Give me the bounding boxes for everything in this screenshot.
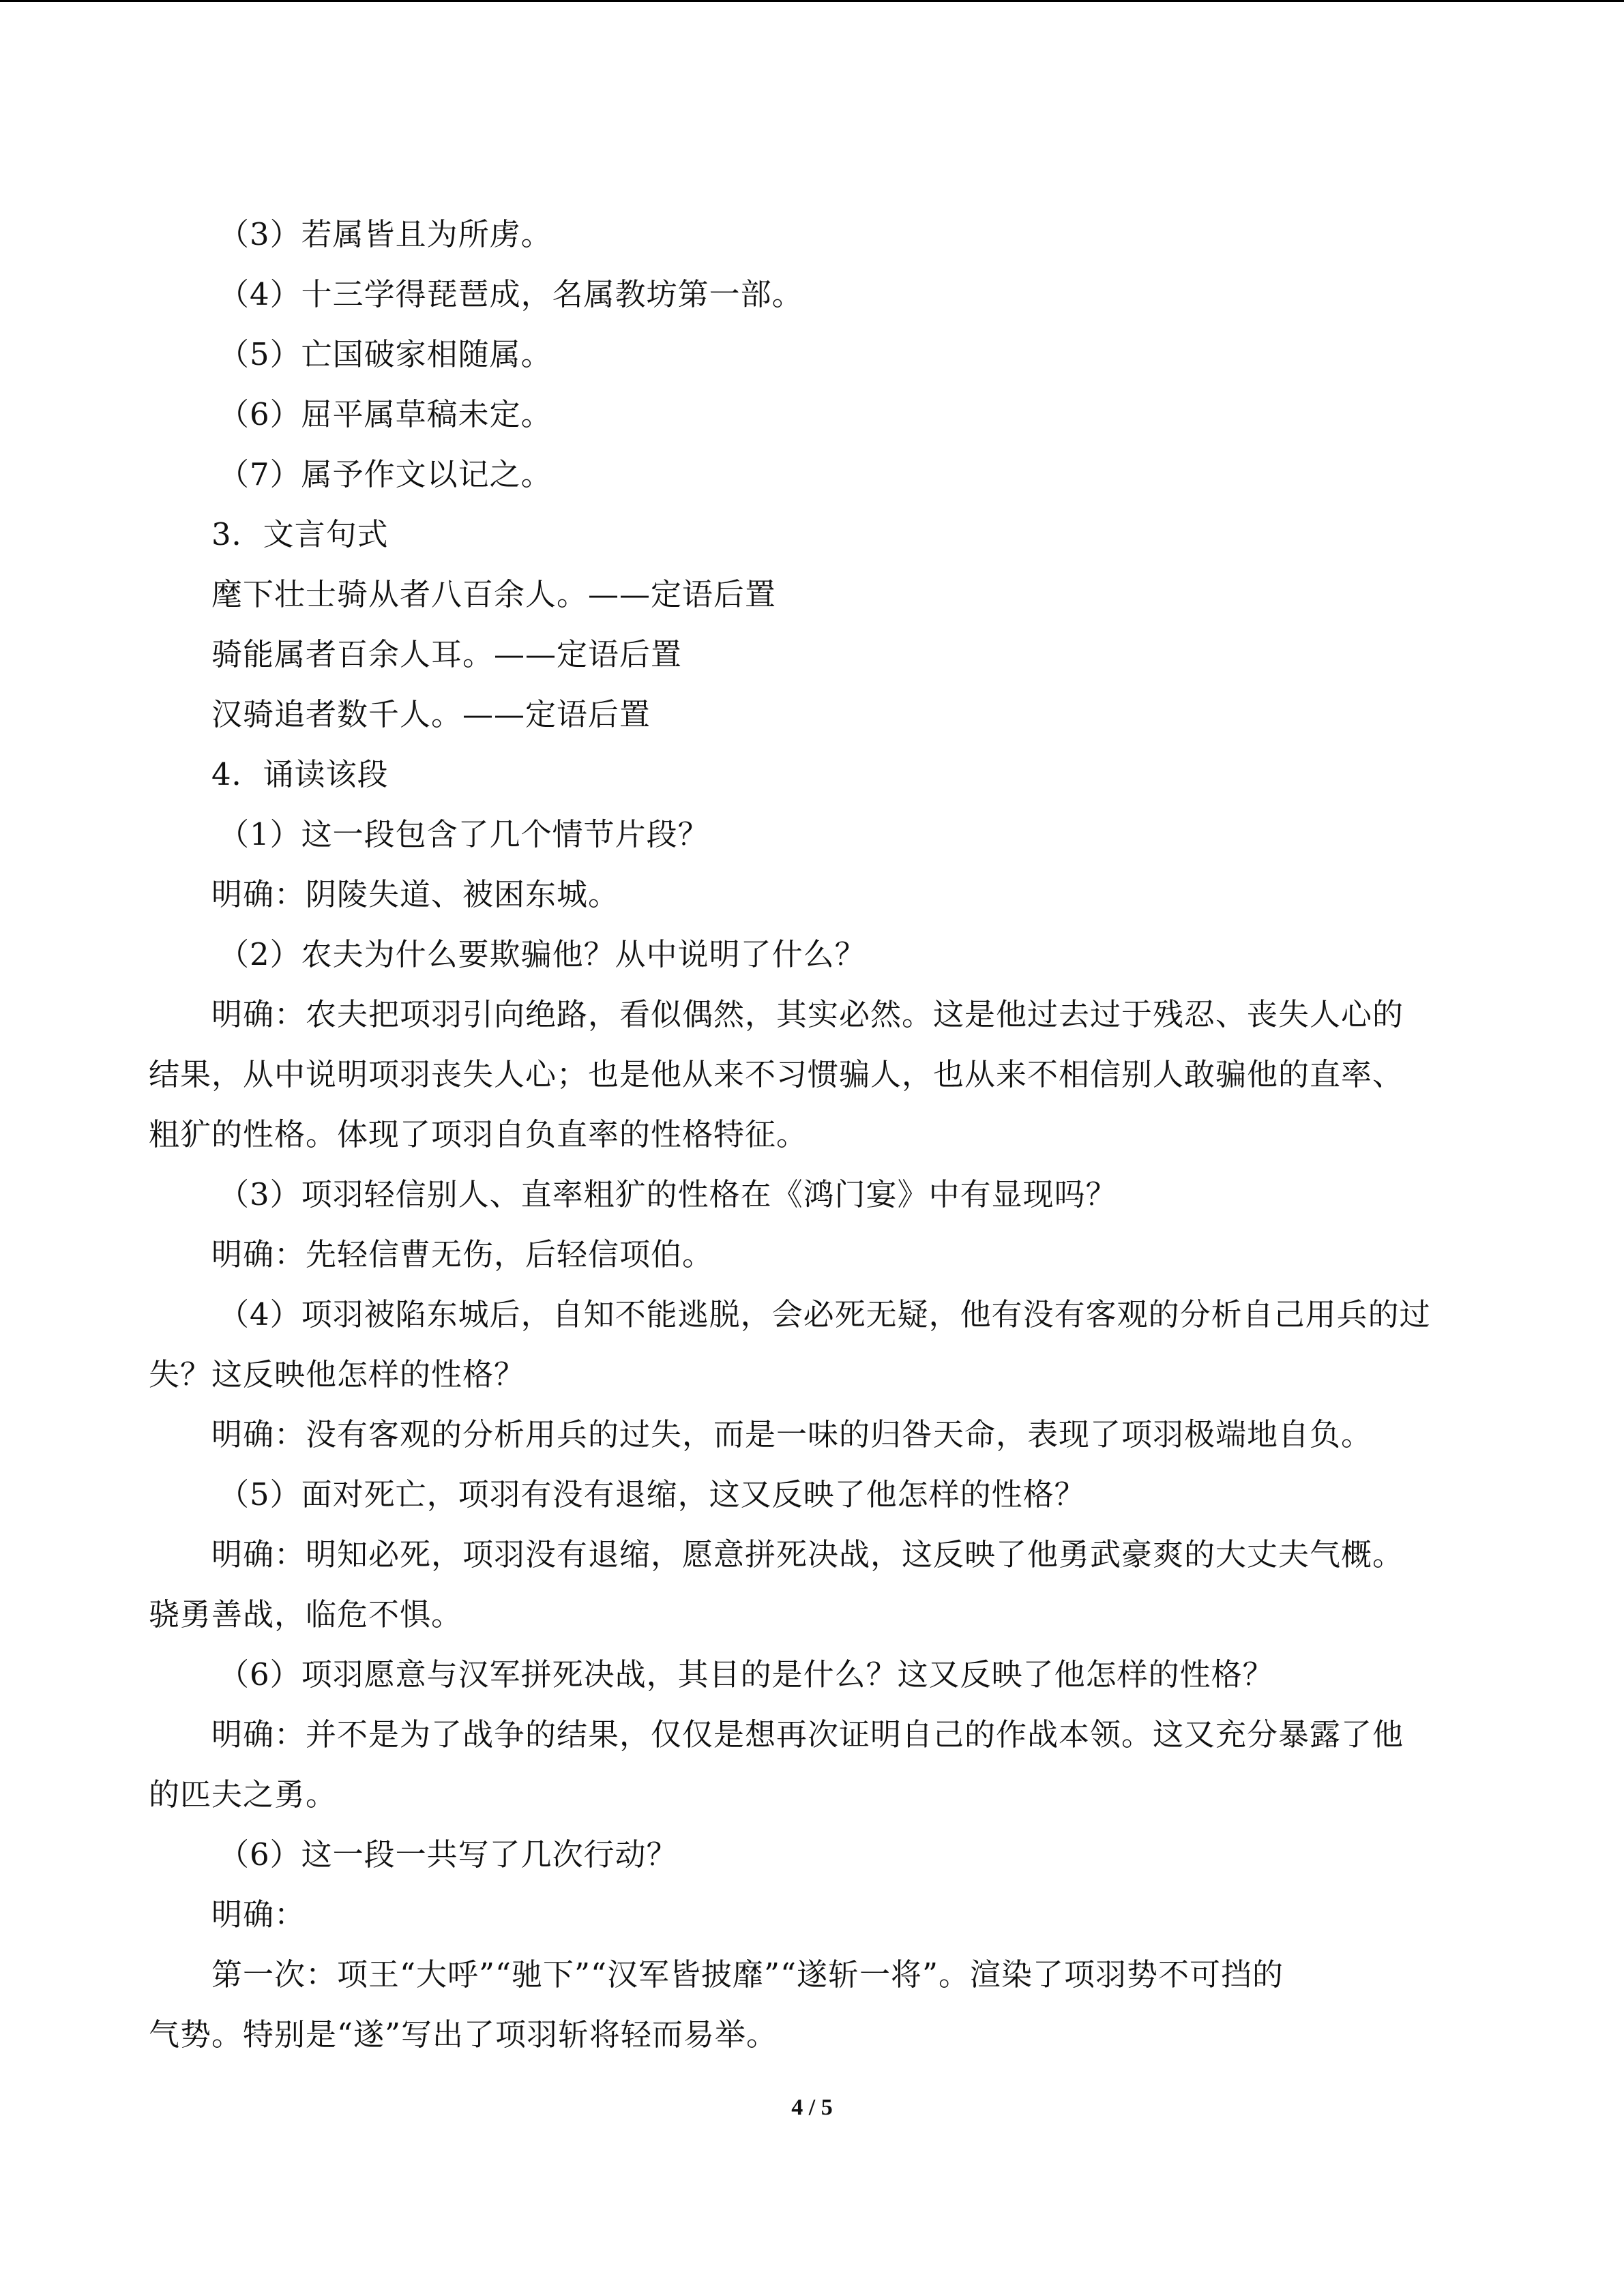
answer-line: 明确：阴陵失道、被困东城。 [211, 876, 620, 912]
question-line: 失？这反映他怎样的性格？ [149, 1356, 526, 1392]
answer-line: 明确： [211, 1896, 306, 1933]
answer-line: 粗犷的性格。体现了项羽自负直率的性格特征。 [149, 1116, 808, 1152]
text-line: （6）屈平属草稿未定。 [218, 396, 552, 432]
question-line: （4）项羽被陷东城后，自知不能逃脱，会必死无疑，他有没有客观的分析自己用兵的过 [218, 1296, 1431, 1332]
section-heading: 3．文言句式 [211, 516, 389, 552]
question-line: （6）这一段一共写了几次行动？ [218, 1836, 678, 1873]
answer-line: 第一次：项王“大呼”“驰下”“汉军皆披靡”“遂斩一将”。渲染了项羽势不可挡的 [211, 1956, 1284, 1993]
top-border-line [0, 0, 1624, 2]
text-line: 汉骑追者数千人。——定语后置 [211, 696, 651, 732]
page-number: 4 / 5 [791, 2095, 833, 2120]
answer-line: 骁勇善战，临危不惧。 [149, 1596, 463, 1632]
section-heading: 4．诵读该段 [211, 756, 389, 792]
answer-line: 明确：并不是为了战争的结果，仅仅是想再次证明自己的作战本领。这又充分暴露了他 [211, 1716, 1404, 1753]
answer-line: 明确：先轻信曹无伤，后轻信项伯。 [211, 1236, 714, 1272]
question-line: （6）项羽愿意与汉军拼死决战，其目的是什么？这又反映了他怎样的性格？ [218, 1656, 1274, 1693]
answer-line: 明确：没有客观的分析用兵的过失，而是一味的归咎天命，表现了项羽极端地自负。 [211, 1416, 1373, 1452]
text-line: 麾下壮士骑从者八百余人。——定语后置 [211, 576, 777, 612]
answer-line: 明确：农夫把项羽引向绝路，看似偶然，其实必然。这是他过去过于残忍、丧失人心的 [211, 996, 1404, 1032]
text-line: （4）十三学得琵琶成，名属教坊第一部。 [218, 276, 803, 312]
answer-line: 明确：明知必死，项羽没有退缩，愿意拼死决战，这反映了他勇武豪爽的大丈夫气概。 [211, 1536, 1404, 1572]
question-line: （3）项羽轻信别人、直率粗犷的性格在《鸿门宴》中有显现吗？ [218, 1176, 1117, 1212]
question-line: （1）这一段包含了几个情节片段？ [218, 816, 709, 852]
text-line: 骑能属者百余人耳。——定语后置 [211, 636, 683, 672]
answer-line: 气势。特别是“遂”写出了项羽斩将轻而易举。 [149, 2016, 778, 2053]
question-line: （5）面对死亡，项羽有没有退缩，这又反映了他怎样的性格？ [218, 1476, 1086, 1512]
text-line: （7）属予作文以记之。 [218, 456, 552, 492]
text-line: （3）若属皆且为所虏。 [218, 216, 552, 252]
answer-line: 结果，从中说明项羽丧失人心；也是他从来不习惯骗人，也从来不相信别人敢骗他的直率、 [149, 1056, 1404, 1092]
answer-line: 的匹夫之勇。 [149, 1776, 338, 1813]
question-line: （2）农夫为什么要欺骗他？从中说明了什么？ [218, 936, 866, 972]
text-line: （5）亡国破家相随属。 [218, 336, 552, 372]
